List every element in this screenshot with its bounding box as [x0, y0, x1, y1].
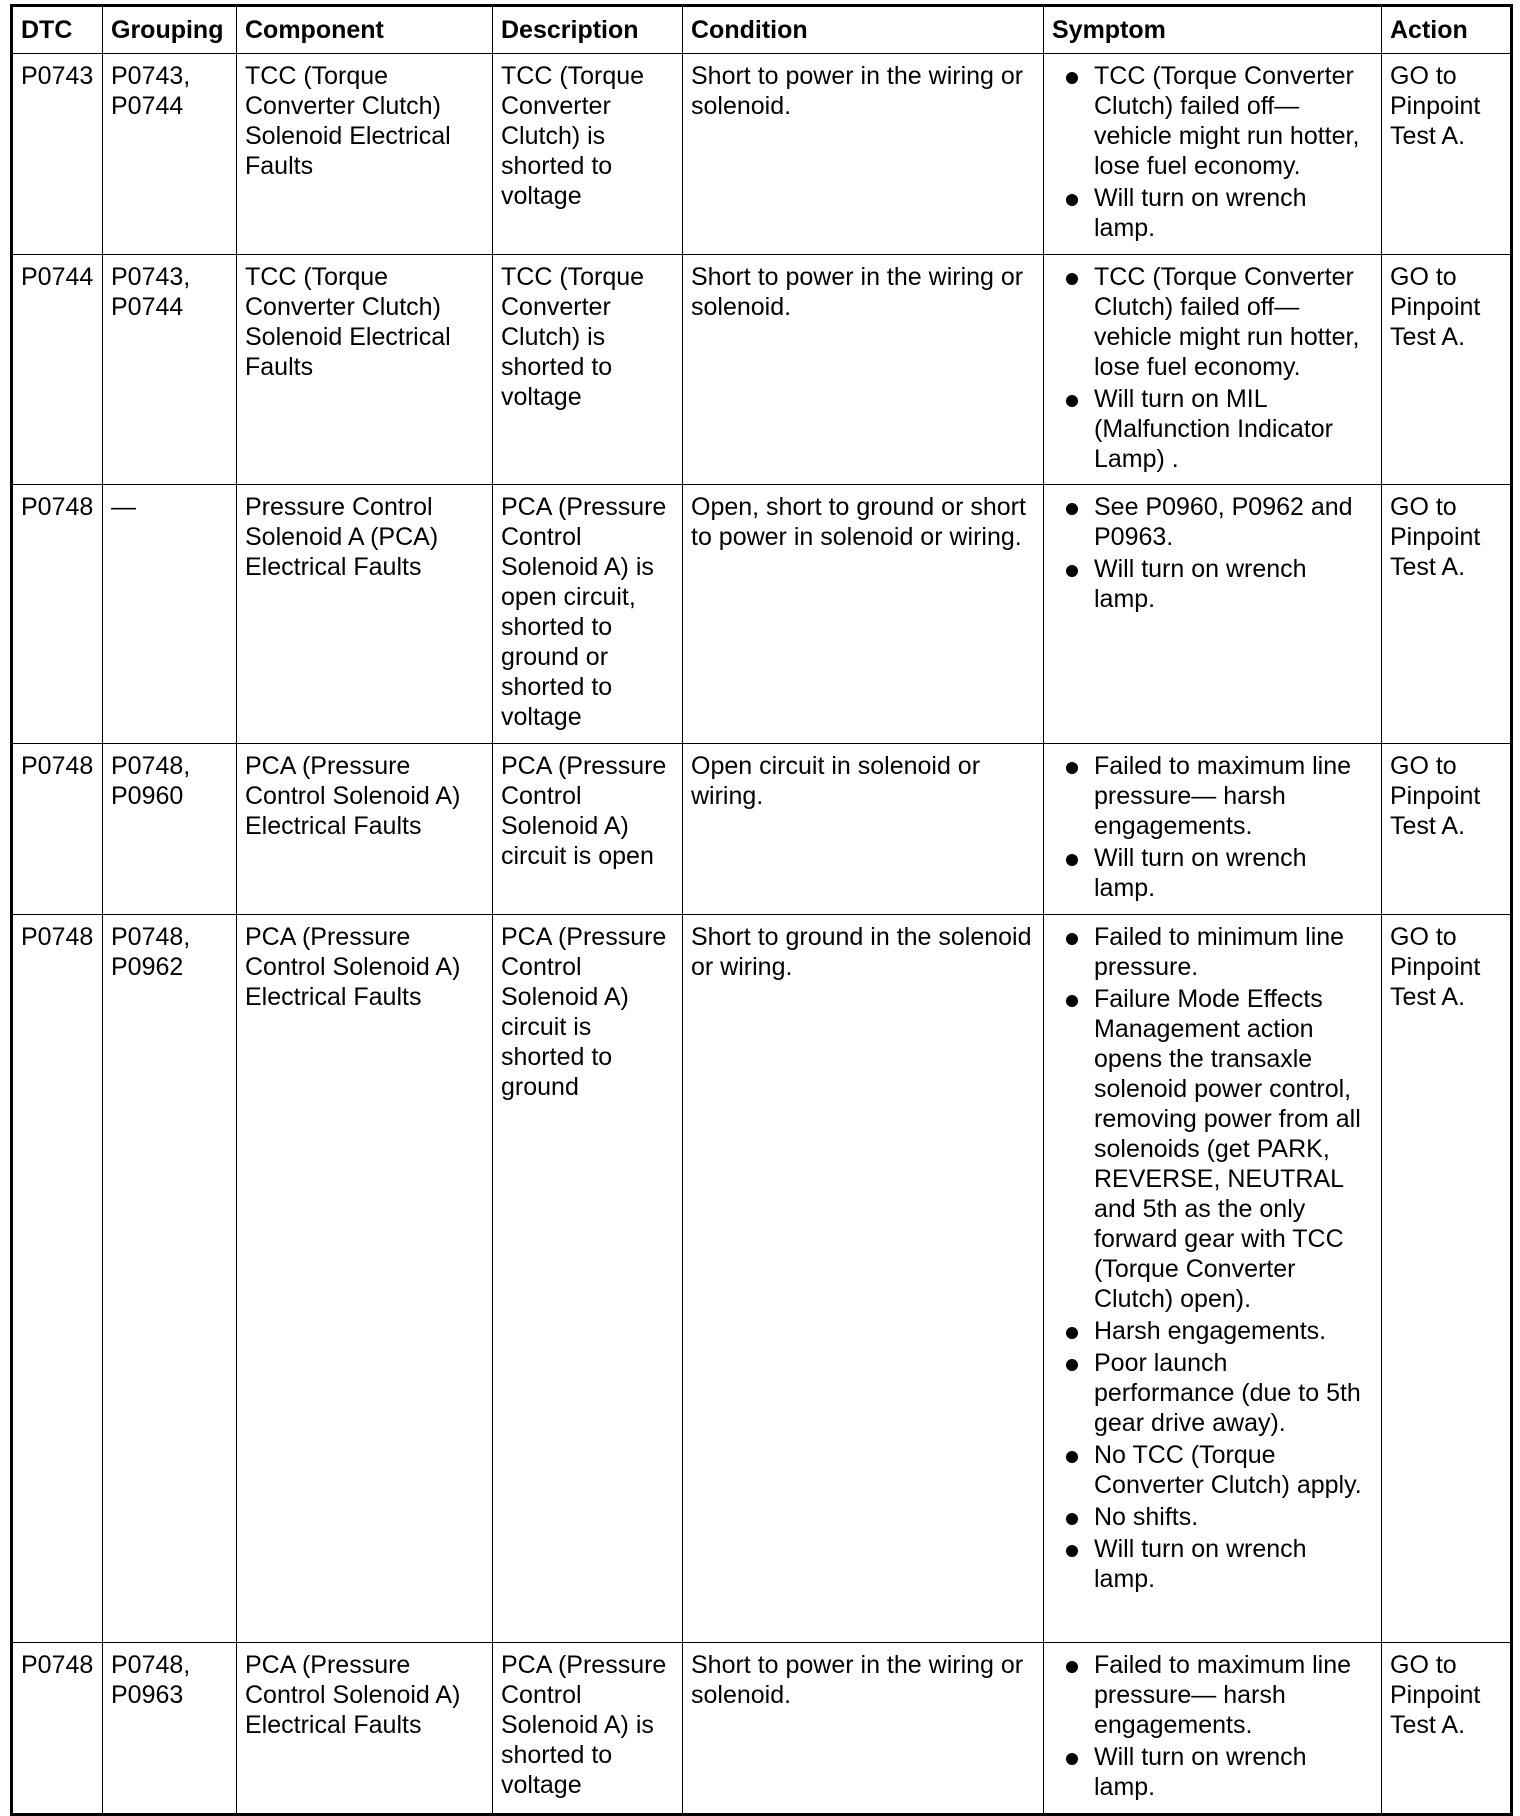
cell-dtc: P0744	[12, 255, 103, 485]
symptom-list	[1052, 751, 1373, 903]
header-dtc: DTC	[12, 6, 103, 54]
table-row	[12, 1643, 1512, 1815]
cell-component: Pressure Control Solenoid A (PCA) Electrical Faults	[237, 485, 493, 744]
cell-component: PCA (Pressure Control Solenoid A) Electrical Faults	[237, 744, 493, 915]
cell-condition: Short to power in the wiring or solenoid.	[683, 1643, 1044, 1815]
symptom-list	[1052, 1650, 1373, 1802]
symptom-item: Will turn on MIL (Malfunction Indicator Lamp) .	[1052, 384, 1373, 474]
cell-component: PCA (Pressure Control Solenoid A) Electrical Faults	[237, 915, 493, 1643]
cell-action: GO to Pinpoint Test A.	[1382, 54, 1512, 255]
cell-symptom	[1044, 485, 1382, 744]
cell-symptom	[1044, 915, 1382, 1643]
cell-action: GO to Pinpoint Test A.	[1382, 744, 1512, 915]
dtc-table	[10, 4, 1513, 1816]
cell-description: TCC (Torque Converter Clutch) is shorted to voltage	[493, 54, 683, 255]
symptom-item: TCC (Torque Converter Clutch) failed off—vehicle might run hotter, lose fuel economy.	[1052, 61, 1373, 181]
symptom-item: Will turn on wrench lamp.	[1052, 183, 1373, 243]
cell-dtc: P0748	[12, 915, 103, 1643]
symptom-item: Failed to maximum line pressure— harsh engagements.	[1052, 751, 1373, 841]
symptom-item: Will turn on wrench lamp.	[1052, 554, 1373, 614]
cell-dtc: P0743	[12, 54, 103, 255]
cell-grouping: —	[103, 485, 237, 744]
symptom-item: No TCC (Torque Converter Clutch) apply.	[1052, 1440, 1373, 1500]
header-condition: Condition	[683, 6, 1044, 54]
cell-symptom	[1044, 1643, 1382, 1815]
symptom-item: See P0960, P0962 and P0963.	[1052, 492, 1373, 552]
symptom-item: Poor launch performance (due to 5th gear drive away).	[1052, 1348, 1373, 1438]
symptom-item: Failed to minimum line pressure.	[1052, 922, 1373, 982]
table-row	[12, 54, 1512, 255]
header-row	[12, 6, 1512, 54]
cell-component: TCC (Torque Converter Clutch) Solenoid Electrical Faults	[237, 255, 493, 485]
symptom-list	[1052, 262, 1373, 474]
cell-grouping: P0743, P0744	[103, 255, 237, 485]
table-row	[12, 255, 1512, 485]
symptom-item: Will turn on wrench lamp.	[1052, 843, 1373, 903]
cell-description: PCA (Pressure Control Solenoid A) is shorted to voltage	[493, 1643, 683, 1815]
header-grouping: Grouping	[103, 6, 237, 54]
cell-grouping: P0748, P0960	[103, 744, 237, 915]
cell-dtc: P0748	[12, 744, 103, 915]
header-description: Description	[493, 6, 683, 54]
cell-component: PCA (Pressure Control Solenoid A) Electrical Faults	[237, 1643, 493, 1815]
cell-grouping: P0743, P0744	[103, 54, 237, 255]
cell-action: GO to Pinpoint Test A.	[1382, 485, 1512, 744]
symptom-item: TCC (Torque Converter Clutch) failed off—vehicle might run hotter, lose fuel economy.	[1052, 262, 1373, 382]
symptom-item: No shifts.	[1052, 1502, 1373, 1532]
header-action: Action	[1382, 6, 1512, 54]
symptom-list	[1052, 922, 1373, 1594]
cell-description: PCA (Pressure Control Solenoid A) circuit is shorted to ground	[493, 915, 683, 1643]
cell-grouping: P0748, P0962	[103, 915, 237, 1643]
cell-condition: Short to power in the wiring or solenoid.	[683, 54, 1044, 255]
table-body	[12, 54, 1512, 1815]
symptom-item: Will turn on wrench lamp.	[1052, 1534, 1373, 1594]
cell-dtc: P0748	[12, 1643, 103, 1815]
symptom-item: Failure Mode Effects Management action opens the transaxle solenoid power control, removing power from all solenoids (get PARK, REVERSE, NEUTRAL and 5th as the only forward gear with TCC (Torque Converter Clutch) open).	[1052, 984, 1373, 1314]
table-row	[12, 485, 1512, 744]
cell-description: TCC (Torque Converter Clutch) is shorted to voltage	[493, 255, 683, 485]
cell-condition: Short to power in the wiring or solenoid.	[683, 255, 1044, 485]
cell-grouping: P0748, P0963	[103, 1643, 237, 1815]
cell-action: GO to Pinpoint Test A.	[1382, 255, 1512, 485]
cell-condition: Short to ground in the solenoid or wiring.	[683, 915, 1044, 1643]
cell-condition: Open circuit in solenoid or wiring.	[683, 744, 1044, 915]
cell-condition: Open, short to ground or short to power in solenoid or wiring.	[683, 485, 1044, 744]
cell-symptom	[1044, 255, 1382, 485]
symptom-list	[1052, 61, 1373, 243]
symptom-item: Harsh engagements.	[1052, 1316, 1373, 1346]
header-component: Component	[237, 6, 493, 54]
cell-dtc: P0748	[12, 485, 103, 744]
cell-description: PCA (Pressure Control Solenoid A) circuit is open	[493, 744, 683, 915]
symptom-list	[1052, 492, 1373, 614]
cell-action: GO to Pinpoint Test A.	[1382, 1643, 1512, 1815]
cell-component: TCC (Torque Converter Clutch) Solenoid Electrical Faults	[237, 54, 493, 255]
cell-symptom	[1044, 744, 1382, 915]
dtc-table-container	[10, 4, 1510, 1812]
header-symptom: Symptom	[1044, 6, 1382, 54]
cell-description: PCA (Pressure Control Solenoid A) is open circuit, shorted to ground or shorted to voltage	[493, 485, 683, 744]
symptom-item: Will turn on wrench lamp.	[1052, 1742, 1373, 1802]
cell-symptom	[1044, 54, 1382, 255]
table-row	[12, 744, 1512, 915]
table-row	[12, 915, 1512, 1643]
symptom-item: Failed to maximum line pressure— harsh engagements.	[1052, 1650, 1373, 1740]
cell-action: GO to Pinpoint Test A.	[1382, 915, 1512, 1643]
